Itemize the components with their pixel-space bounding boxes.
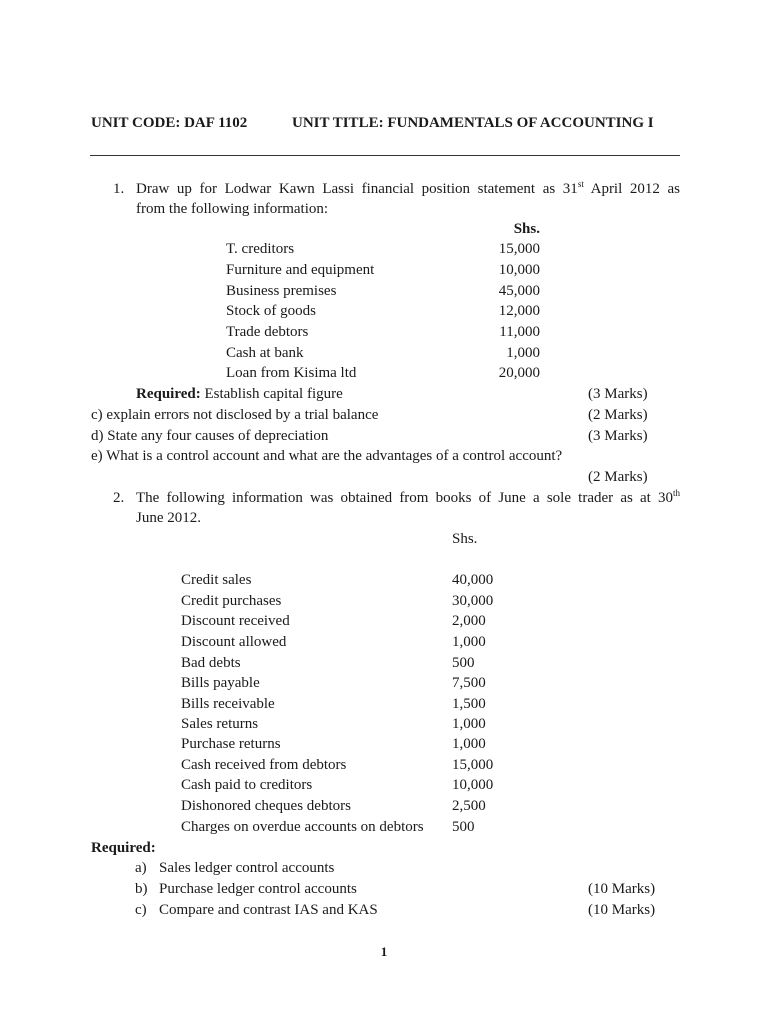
q1-item-amount: 45,000 <box>498 283 540 299</box>
q2-number: 2. <box>113 490 125 506</box>
q2-item-label: Bills receivable <box>181 696 275 712</box>
q2-item-amount: 500 <box>452 819 475 835</box>
q2-part-a: Sales ledger control accounts <box>159 860 335 876</box>
q2-item-amount: 1,000 <box>452 736 486 752</box>
q2-part-c-marks: (10 Marks) <box>588 902 656 918</box>
q2-item-label: Discount received <box>181 613 290 629</box>
q1-item-label: Cash at bank <box>226 345 304 361</box>
q1-item-label: Furniture and equipment <box>226 262 375 278</box>
q2-part-b: Purchase ledger control accounts <box>159 881 357 897</box>
q2-intro-line2: June 2012. <box>136 510 201 526</box>
page-number: 1 <box>380 944 388 959</box>
q1-item-amount: 15,000 <box>498 241 540 257</box>
q1-intro-line1: Draw up for Lodwar Kawn Lassi financial position statement as 31st April 2012 as <box>136 179 680 197</box>
q2-part-b-letter: b) <box>135 881 148 897</box>
q1-item-label: Stock of goods <box>226 303 316 319</box>
q2-item-amount: 10,000 <box>452 777 494 793</box>
q2-part-c-letter: c) <box>135 902 147 918</box>
q1-part-c: c) explain errors not disclosed by a trial balance <box>91 407 379 423</box>
q1-intro-line2: from the following information: <box>136 201 329 217</box>
q2-item-label: Bills payable <box>181 675 260 691</box>
q2-item-label: Cash received from debtors <box>181 757 347 773</box>
q2-item-amount: 30,000 <box>452 593 494 609</box>
q2-item-label: Sales returns <box>181 716 259 732</box>
q2-item-amount: 1,000 <box>452 716 486 732</box>
q2-item-amount: 2,500 <box>452 798 486 814</box>
q1-part-c-marks: (2 Marks) <box>588 407 648 423</box>
q2-item-label: Discount allowed <box>181 634 287 650</box>
q1-item-label: Loan from Kisima ltd <box>226 365 357 381</box>
q2-currency-header: Shs. <box>452 531 478 547</box>
q1-intro-superscript: st <box>577 179 584 189</box>
q1-item-amount: 1,000 <box>506 345 540 361</box>
q1-item-amount: 10,000 <box>498 262 540 278</box>
q1-item-amount: 20,000 <box>498 365 540 381</box>
q1-currency-header: Shs. <box>513 221 540 237</box>
unit-title: UNIT TITLE: FUNDAMENTALS OF ACCOUNTING I <box>292 115 654 131</box>
q2-required-label: Required: <box>91 840 156 856</box>
q2-item-amount: 2,000 <box>452 613 486 629</box>
q1-number: 1. <box>113 181 125 197</box>
q2-item-label: Charges on overdue accounts on debtors <box>181 819 424 835</box>
unit-code: UNIT CODE: DAF 1102 <box>91 115 248 131</box>
q2-part-a-letter: a) <box>135 860 147 876</box>
q2-item-label: Credit sales <box>181 572 252 588</box>
q2-item-label: Credit purchases <box>181 593 282 609</box>
q2-item-label: Dishonored cheques debtors <box>181 798 351 814</box>
q2-intro-line1: The following information was obtained from books of June a sole trader as at 30th <box>136 488 680 506</box>
q1-part-e: e) What is a control account and what are the advantages of a control account? <box>91 448 563 464</box>
q2-item-label: Purchase returns <box>181 736 281 752</box>
q2-item-amount: 500 <box>452 655 475 671</box>
header-divider <box>90 155 680 156</box>
q1-item-amount: 12,000 <box>498 303 540 319</box>
q1-required: Required: Establish capital figure <box>136 386 343 402</box>
q1-item-label: T. creditors <box>226 241 295 257</box>
q1-item-amount: 11,000 <box>499 324 540 340</box>
q2-item-amount: 7,500 <box>452 675 486 691</box>
q1-item-label: Business premises <box>226 283 337 299</box>
q2-item-amount: 15,000 <box>452 757 494 773</box>
q2-item-amount: 1,500 <box>452 696 486 712</box>
q2-intro-superscript: th <box>672 488 680 498</box>
q2-item-label: Bad debts <box>181 655 241 671</box>
q1-part-e-marks: (2 Marks) <box>588 469 648 485</box>
q2-part-c: Compare and contrast IAS and KAS <box>159 902 378 918</box>
q1-part-d-marks: (3 Marks) <box>588 428 648 444</box>
q2-part-b-marks: (10 Marks) <box>588 881 656 897</box>
q1-part-d: d) State any four causes of depreciation <box>91 428 329 444</box>
q1-required-marks: (3 Marks) <box>588 386 648 402</box>
q1-item-label: Trade debtors <box>226 324 309 340</box>
q2-item-amount: 40,000 <box>452 572 494 588</box>
q2-item-amount: 1,000 <box>452 634 486 650</box>
q2-item-label: Cash paid to creditors <box>181 777 313 793</box>
